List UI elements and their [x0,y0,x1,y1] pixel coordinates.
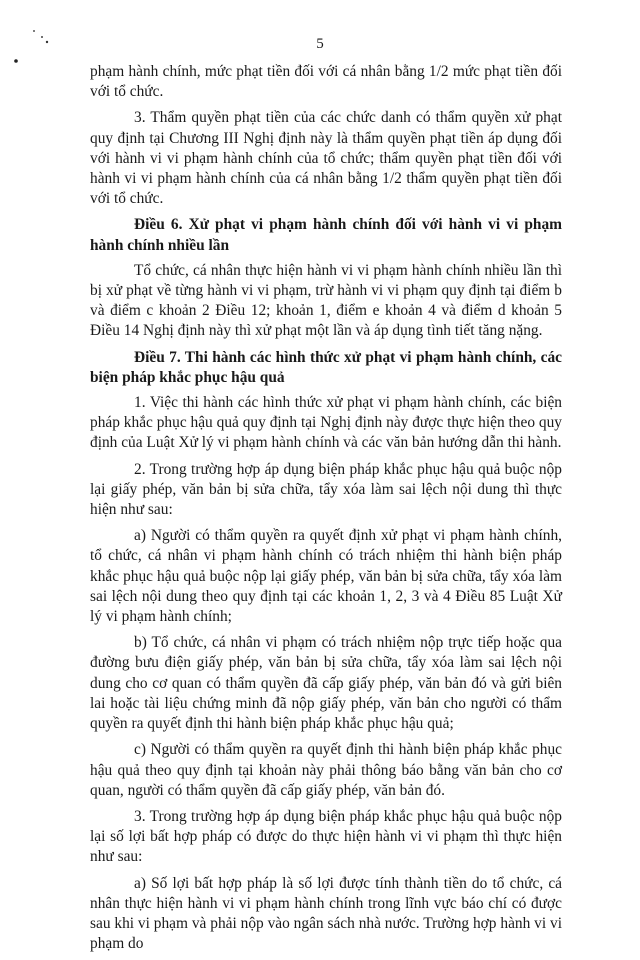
paragraph: phạm hành chính, mức phạt tiền đối với cá nhân bằng 1/2 mức phạt tiền đối với tổ chức. [90,63,562,101]
article-heading: Điều 6. Xử phạt vi phạm hành chính đối với hành vi vi phạm hành chính nhiều lần [90,216,562,254]
paragraph: 3. Trong trường hợp áp dụng biện pháp khắc phục hậu quả buộc nộp lại số lợi bất hợp pháp có được do thực hiện hành vi vi phạm thì thực hiện như sau: [90,807,562,866]
paragraph: a) Số lợi bất hợp pháp là số lợi được tính thành tiền do tổ chức, cá nhân thực hiện hành vi vi phạm hành chính trong lĩnh vực báo chí có được sau khi vi phạm và phải nộp vào ngân sách nhà nước. Trường hợp hành vi vi phạm do [90,874,562,953]
article-heading: Điều 7. Thi hành các hình thức xử phạt vi phạm hành chính, các biện pháp khắc phục hậu quả [90,348,562,386]
paragraph: 3. Thẩm quyền phạt tiền của các chức danh có thẩm quyền xử phạt quy định tại Chương III Nghị định này là thẩm quyền phạt tiền áp dụng đối với hành vi vi phạm hành chính của tổ chức; thẩm quyền phạt tiền đối với hành vi vi phạm hành chính của cá nhân bằng 1/2 thẩm quyền phạt tiền đối với tổ chức. [90,109,562,208]
paragraph: 2. Trong trường hợp áp dụng biện pháp khắc phục hậu quả buộc nộp lại giấy phép, văn bản bị sửa chữa, tẩy xóa làm sai lệch nội dung thì thực hiện như sau: [90,460,562,519]
document-body [90,62,562,960]
paragraph: 1. Việc thi hành các hình thức xử phạt vi phạm hành chính, các biện pháp khắc phục hậu quả quy định tại Nghị định này được thực hiện theo quy định của Luật Xử lý vi phạm hành chính và các văn bản hướng dẫn thi hành. [90,394,562,452]
paragraph: Tổ chức, cá nhân thực hiện hành vi vi phạm hành chính nhiều lần thì bị xử phạt về từng hành vi vi phạm, trừ hành vi vi phạm quy định tại điểm b và điểm c khoản 2 Điều 12; khoản 1, điểm e khoản 4 và điểm d khoản 5 Điều 14 Nghị định này thì xử phạt một lần và áp dụng tình tiết tăng nặng. [90,261,562,340]
paragraph: a) Người có thẩm quyền ra quyết định xử phạt vi phạm hành chính, tổ chức, cá nhân vi phạm hành chính có trách nhiệm thi hành biện pháp khắc phục hậu quả buộc nộp lại giấy phép, văn bản bị sửa chữa, tẩy xóa làm sai lệch nội dung theo quy định tại các khoản 1, 2, 3 và 4 Điều 85 Luật Xử lý vi phạm hành chính; [90,527,562,626]
paragraph: c) Người có thẩm quyền ra quyết định thi hành biện pháp khắc phục hậu quả theo quy định tại khoản này phải thông báo bằng văn bản cho cơ quan, người có thẩm quyền đã cấp giấy phép, văn bản đó. [90,741,562,799]
page-number: 5 [316,36,324,52]
paragraph: b) Tổ chức, cá nhân vi phạm có trách nhiệm nộp trực tiếp hoặc qua đường bưu điện giấy phép, văn bản bị sửa chữa, tẩy xóa làm sai lệch nội dung cho cơ quan có thẩm quyền đã cấp giấy phép, văn bản đó và gửi biên lai hoặc tài liệu chứng minh đã nộp giấy phép, văn bản cho người có thẩm quyền ra quyết định thi hành biện pháp khắc phục hậu quả; [90,634,562,733]
